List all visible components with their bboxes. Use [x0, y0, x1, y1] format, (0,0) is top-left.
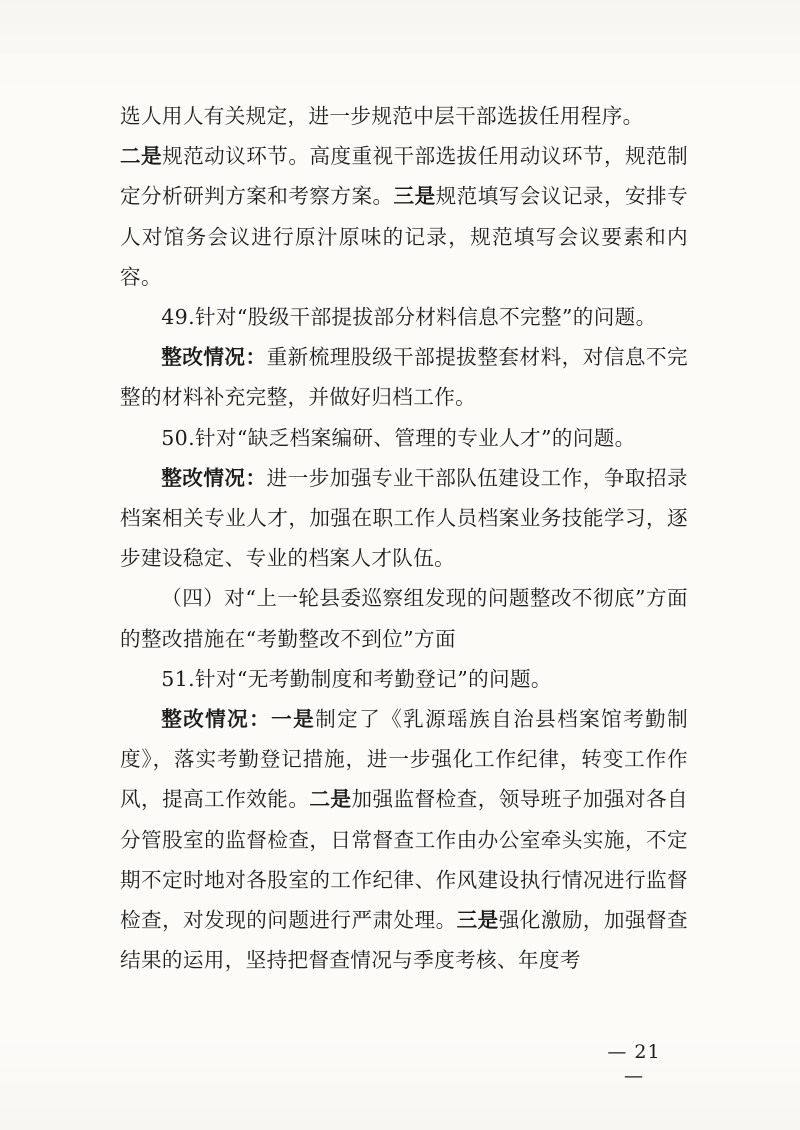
paragraph [120, 578, 688, 658]
bold-text-run: 整改情况： [161, 345, 267, 370]
text-run: 加强监督检查，领导班子加强对各自分管股室的监督检查，日常督查工作由办公室牵头实施，不定期不定时地对各股室的工作纪律、作风建设执行情况进行监督检查，对发现的问题进行严肃处理。 [120, 787, 688, 933]
text-run: 制定了《乳源瑶族自治县档案馆考勤制度》，落实考勤登记措施，进一步强化工作纪律，转变工作作风，提高工作效能。 [120, 707, 689, 812]
paragraph [120, 297, 688, 337]
bold-text-run: 三是 [456, 908, 499, 933]
bold-text-run: 整改情况： [161, 465, 267, 490]
text-run: 进一步加强专业干部队伍建设工作，争取招录档案相关专业人才，加强在职工作人员档案业务技能学习，逐步建设稳定、专业的档案人才队伍。 [120, 465, 688, 571]
paragraph [120, 418, 688, 458]
paragraph [120, 458, 688, 579]
page-number: — 21 — [607, 1041, 661, 1087]
paragraph [120, 659, 688, 699]
paragraph [120, 337, 688, 417]
bold-text-run: 一是 [271, 707, 316, 732]
text-run: 50.针对“缺乏档案编研、管理的专业人才”的问题。 [161, 425, 636, 450]
text-run: 规范填写会议记录，安排专人对馆务会议进行原汁原味的记录，规范填写会议要素和内容。 [120, 184, 689, 289]
text-run: 规范动议环节。高度重视干部选拔任用动议环节，规范制定分析研判方案和考察方案。 [120, 144, 689, 209]
paragraph [120, 96, 688, 136]
bold-text-run: 三是 [393, 184, 436, 209]
text-run: 强化激励，加强督查结果的运用，坚持把督查情况与季度考核、年度考 [120, 908, 688, 973]
bold-text-run: 二是 [309, 787, 352, 812]
paragraph [120, 699, 688, 980]
body-text [120, 96, 688, 980]
text-run: 51.针对“无考勤制度和考勤登记”的问题。 [161, 666, 552, 691]
bold-text-run: 二是 [120, 144, 163, 169]
bold-text-run: 整改情况： [161, 707, 272, 732]
text-run: 49.针对“股级干部提拔部分材料信息不完整”的问题。 [161, 305, 657, 330]
paragraph [120, 136, 688, 297]
text-run: （四）对“上一轮县委巡察组发现的问题整改不彻底”方面的整改措施在“考勤整改不到位”方面 [120, 586, 688, 651]
text-run: 选人用人有关规定，进一步规范中层干部选拔任用程序。 [120, 104, 644, 128]
text-run: 重新梳理股级干部提拔整套材料，对信息不完整的材料补充完整，并做好归档工作。 [120, 345, 688, 410]
